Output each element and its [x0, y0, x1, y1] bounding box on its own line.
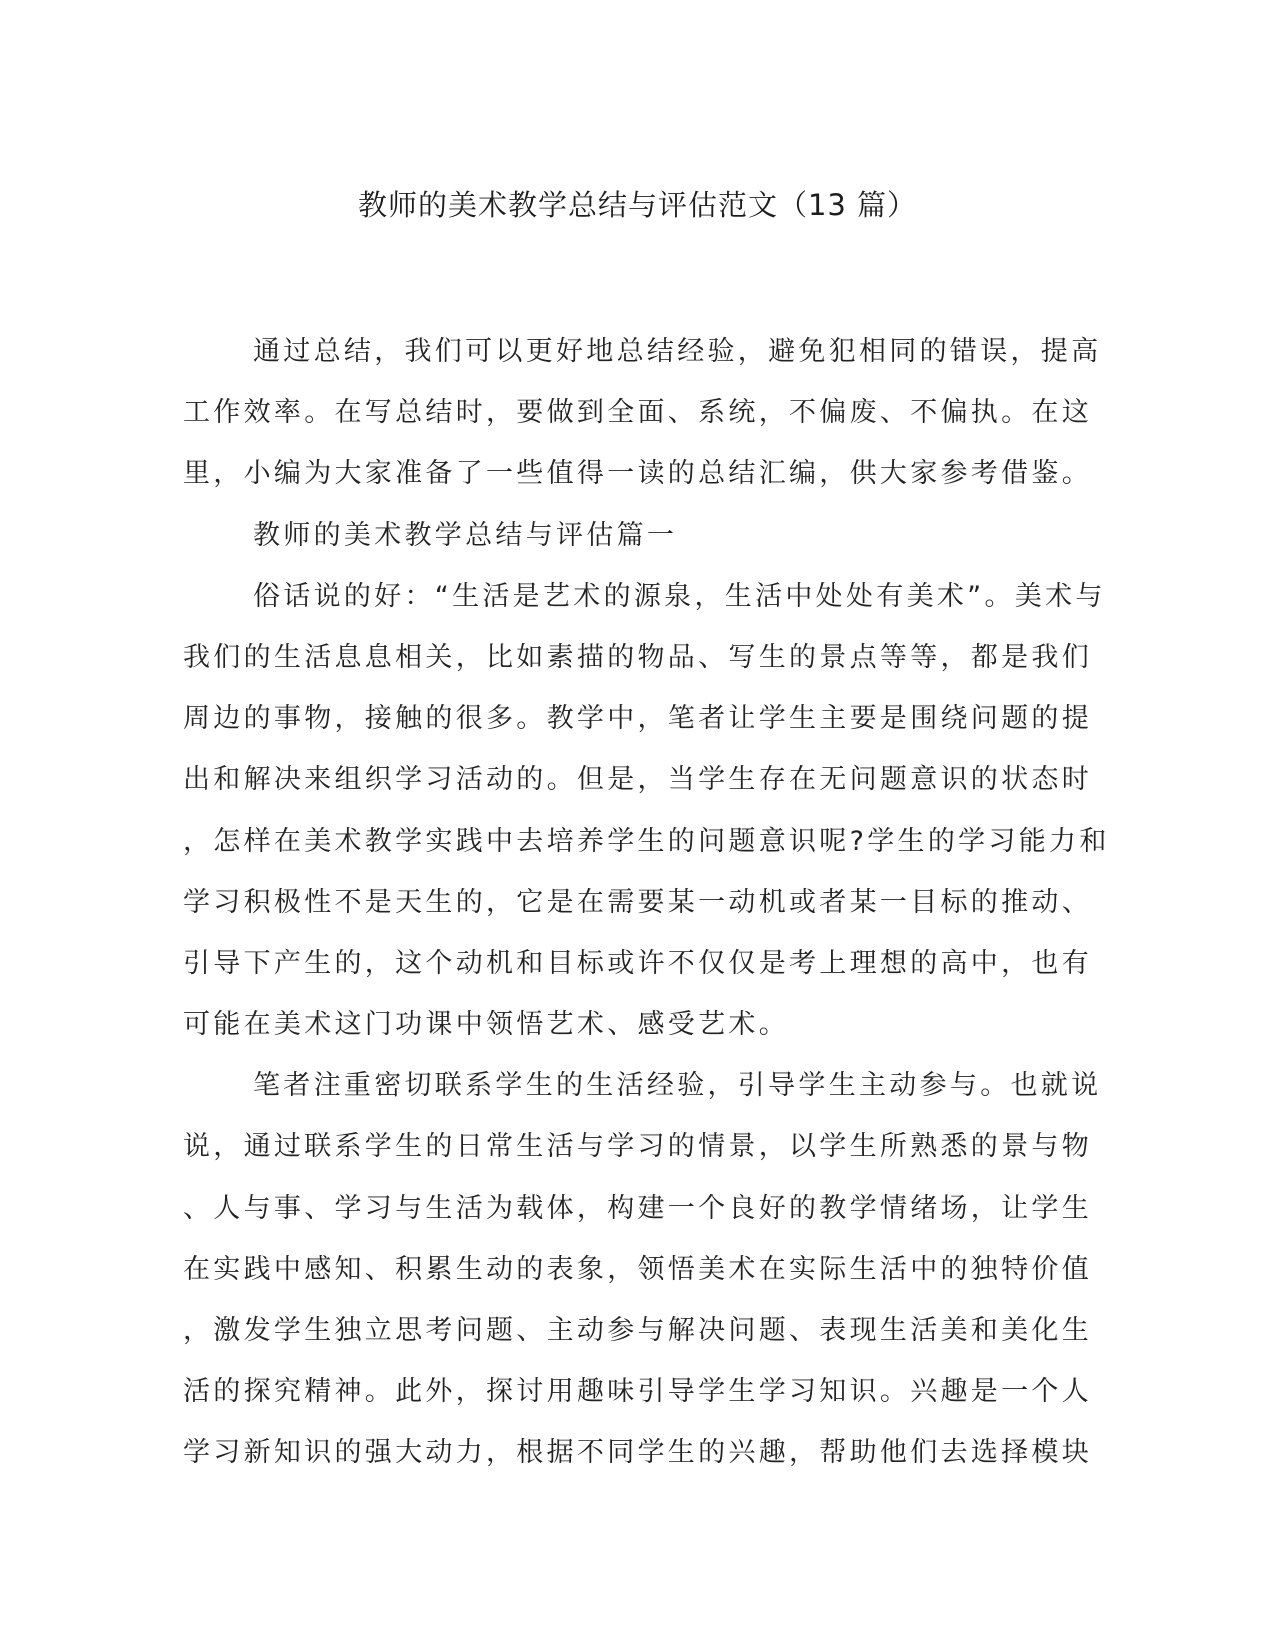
text-line: ，激发学生独立思考问题、主动参与解决问题、表现生活美和美化生: [183, 1315, 1092, 1346]
text-line: 周边的事物，接触的很多。教学中，笔者让学生主要是围绕问题的提: [183, 703, 1092, 735]
document-title: 教师的美术教学总结与评估范文（13 篇）: [357, 188, 918, 222]
text-line: ，怎样在美术教学实践中去培养学生的问题意识呢?学生的学习能力和: [183, 825, 1110, 857]
text-line: 通过总结，我们可以更好地总结经验，避免犯相同的错误，提高: [253, 336, 1102, 367]
text-line: 学习积极性不是天生的，它是在需要某一动机或者某一目标的推动、: [183, 886, 1092, 918]
text-line: 在实践中感知、积累生动的表象，领悟美术在实际生活中的独特价值: [183, 1253, 1092, 1285]
text-line: 里，小编为大家准备了一些值得一读的总结汇编，供大家参考借鉴。: [183, 458, 1092, 490]
text-line: 学习新知识的强大动力，根据不同学生的兴趣，帮助他们去选择模块: [183, 1437, 1092, 1469]
document-body: [183, 330, 1110, 1493]
text-line: 说，通过联系学生的日常生活与学习的情景，以学生所熟悉的景与物: [183, 1131, 1092, 1163]
text-line: 笔者注重密切联系学生的生活经验，引导学生主动参与。也就说: [253, 1070, 1102, 1102]
text-line: 、人与事、学习与生活为载体，构建一个良好的教学情绪场，让学生: [183, 1192, 1092, 1224]
text-line: 工作效率。在写总结时，要做到全面、系统，不偏废、不偏执。在这: [183, 397, 1092, 429]
text-line: 可能在美术这门功课中领悟艺术、感受艺术。: [183, 1009, 789, 1041]
text-line: 引导下产生的，这个动机和目标或许不仅仅是考上理想的高中，也有: [183, 947, 1092, 979]
text-line: 俗话说的好：“生活是艺术的源泉，生活中处处有美术”。美术与: [253, 580, 1106, 612]
text-line: 活的探究精神。此外，探讨用趣味引导学生学习知识。兴趣是一个人: [183, 1376, 1092, 1408]
text-line: 出和解决来组织学习活动的。但是，当学生存在无问题意识的状态时: [183, 764, 1092, 796]
text-line: 教师的美术教学总结与评估篇一: [253, 519, 678, 551]
text-line: 我们的生活息息相关，比如素描的物品、写生的景点等等，都是我们: [183, 641, 1092, 673]
